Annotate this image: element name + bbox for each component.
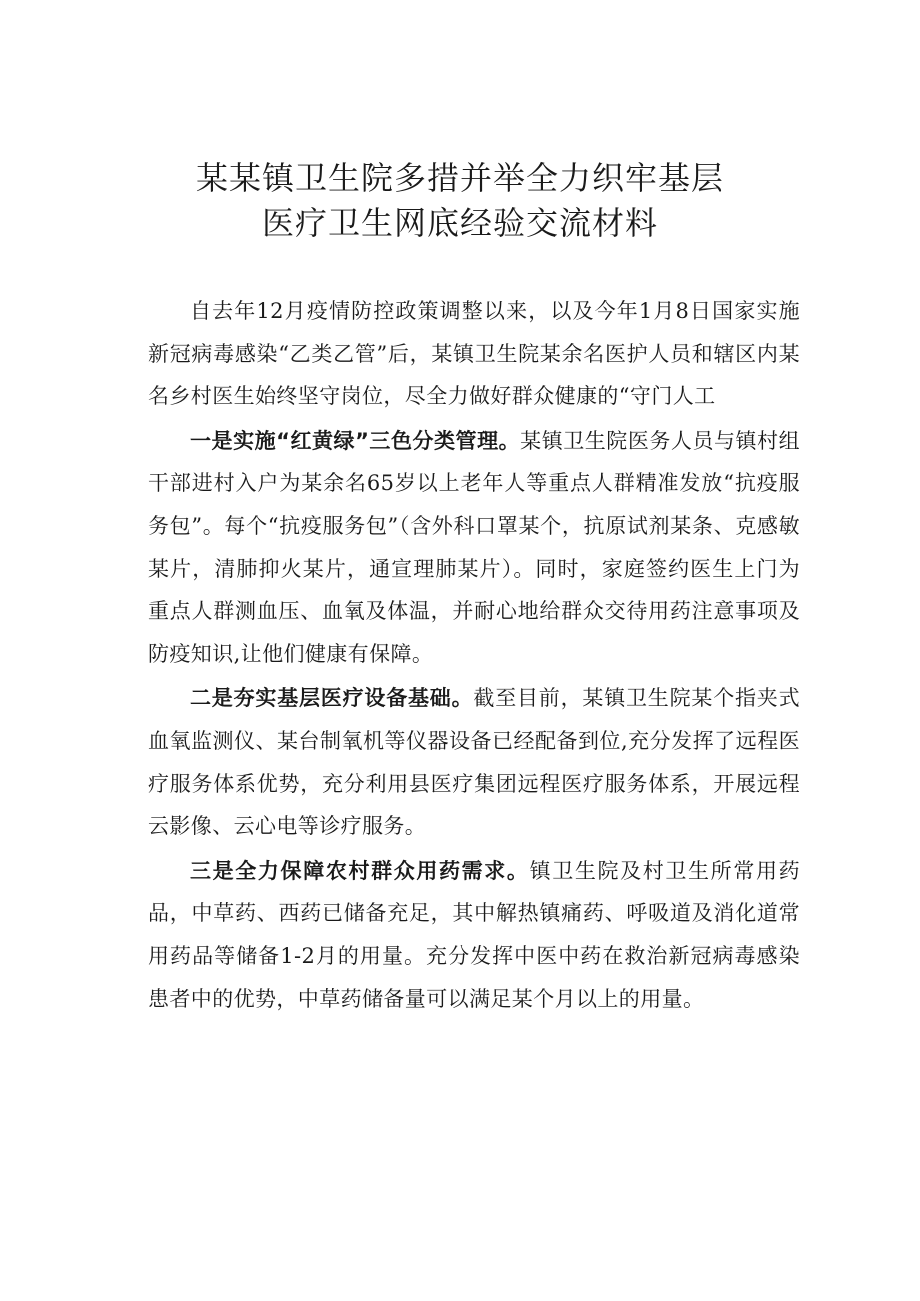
measure-paragraph-1 [148, 420, 800, 676]
measure-paragraph-2 [148, 677, 800, 847]
paragraph-text: 某镇卫生院医务人员与镇村组干部进村入户为某余名65岁以上老年人等重点人群精准发放“抗疫服务包”。每个“抗疫服务包”（含外科口罩某个，抗原试剂某条、克感敏某片，清肺抑火某片，通宣理肺某片）。同时，家庭签约医生上门为重点人群测血压、血氧及体温，并耐心地给群众交待用药注意事项及防疫知识,让他们健康有保障。 [148, 428, 800, 666]
document-body [148, 290, 800, 1022]
paragraph-text: 镇卫生院及村卫生所常用药品，中草药、西药已储备充足，其中解热镇痛药、呼吸道及消化道常用药品等储备1-2月的用量。充分发挥中医中药在救治新冠病毒感染患者中的优势，中草药储备量可以满足某个月以上的用量。 [148, 858, 800, 1011]
intro-paragraph [148, 290, 800, 418]
paragraph-lead-heading: 一是实施“红黄绿”三色分类管理。 [190, 428, 521, 453]
measure-paragraph-3 [148, 850, 800, 1020]
paragraph-text: 自去年12月疫情防控政策调整以来，以及今年1月8日国家实施新冠病毒感染“乙类乙管”后，某镇卫生院某余名医护人员和辖区内某名乡村医生始终坚守岗位，尽全力做好群众健康的“守门人工 [148, 299, 800, 409]
paragraph-text: 截至目前，某镇卫生院某个指夹式血氧监测仪、某台制氧机等仪器设备已经配备到位,充分发挥了远程医疗服务体系优势，充分利用县医疗集团远程医疗服务体系，开展远程云影像、云心电等诊疗服务。 [148, 686, 801, 839]
document-title-line-1: 某某镇卫生院多措并举全力织牢基层 [195, 159, 724, 197]
paragraph-lead-heading: 二是夯实基层医疗设备基础。 [190, 686, 474, 711]
paragraph-lead-heading: 三是全力保障农村群众用药需求。 [190, 858, 530, 883]
document-title-line-2: 医疗卫生网底经验交流材料 [261, 204, 658, 242]
